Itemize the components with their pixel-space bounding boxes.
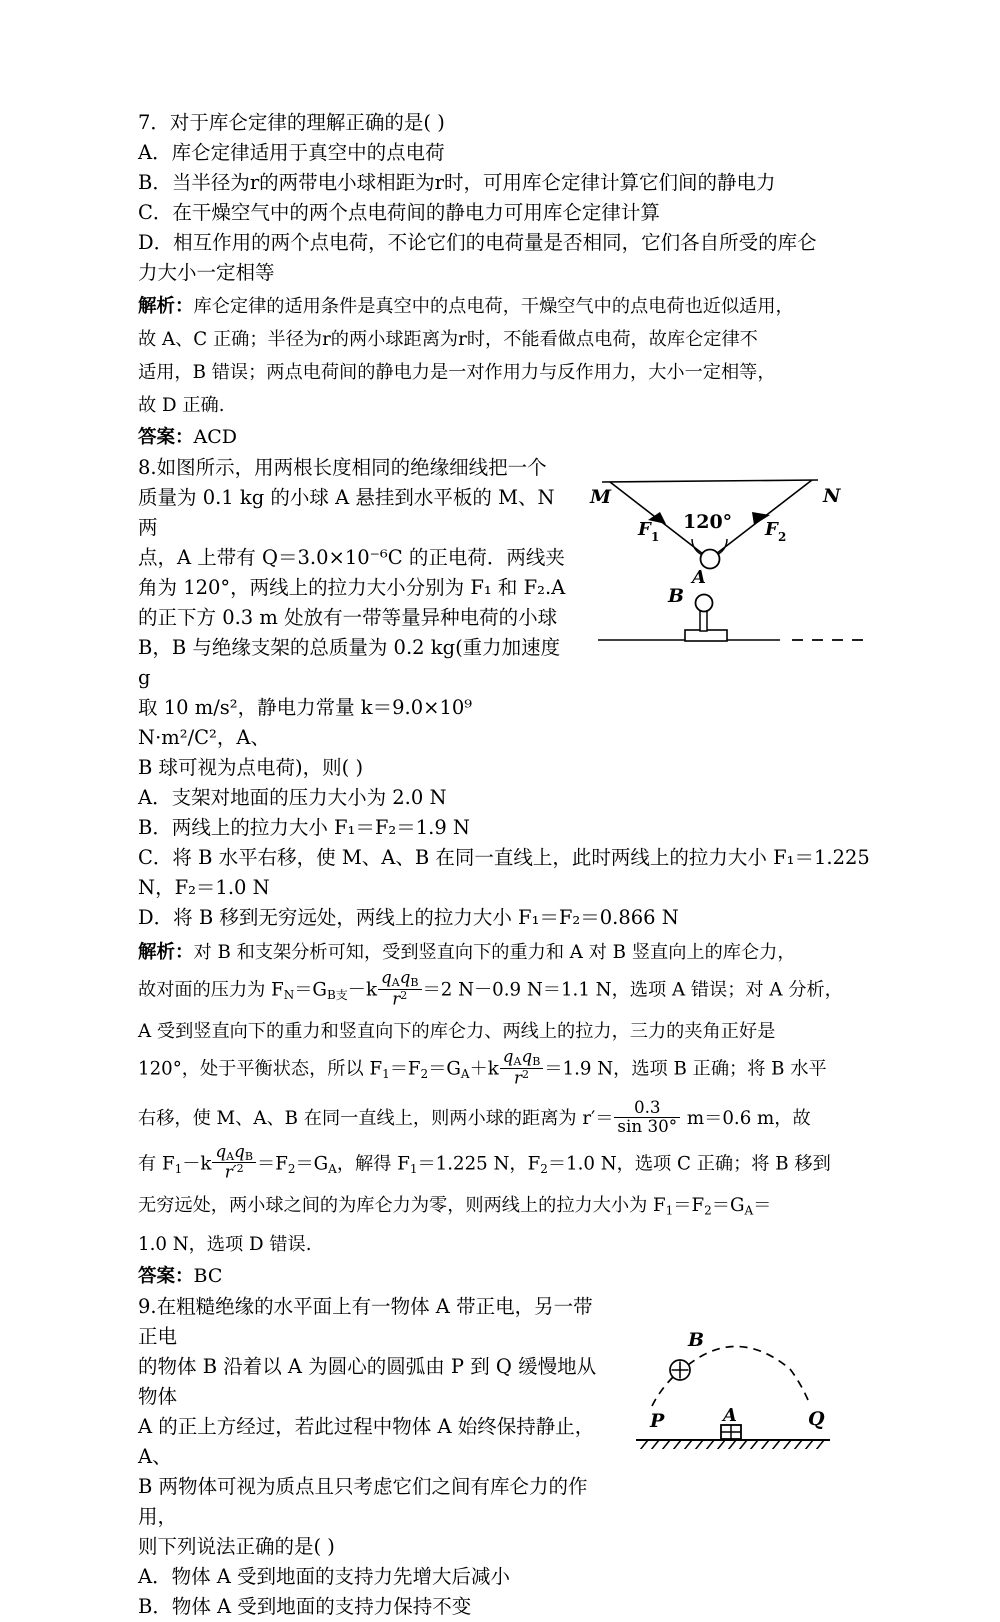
question-9: [138, 1292, 870, 1622]
q8-option-c: C．将 B 水平右移，使 M、A、B 在同一直线上，此时两线上的拉力大小 F₁＝1.225: [138, 846, 870, 869]
q8-answer: [138, 1261, 870, 1292]
q8-solution-text-1: 对 B 和支架分析可知，受到竖直向下的重力和 A 对 B 竖直向上的库仑力，: [193, 942, 796, 963]
q8-sol4-c: ＝F: [389, 1058, 421, 1080]
q8-sol6-e: 2: [287, 1161, 296, 1176]
q8-sol4-g: ＋k: [469, 1058, 499, 1080]
q8-sol4-a: 120°，处于平衡状态，所以 F: [138, 1058, 383, 1080]
q8-sol6-c: －k: [182, 1152, 212, 1174]
q8-sol6-f: ＝G: [295, 1152, 329, 1174]
q8-sol6-l: ＝1.0 N，选项 C 正确；将 B 移到: [547, 1152, 831, 1174]
q8-sol2-b: N: [283, 987, 295, 1002]
svg-text:1: 1: [651, 530, 660, 544]
q8-sol6-h: ，解得 F: [336, 1152, 410, 1174]
q8-sol6-i: 1: [409, 1161, 418, 1176]
q7-solution-line-3: 适用，B 错误；两点电荷间的静电力是一对作用力与反作用力，大小一定相等，: [138, 362, 776, 383]
q8-sol7-a: 无穷远处，两小球之间的为库仑力为零，则两线上的拉力大小为 F: [138, 1195, 666, 1217]
q8-solution-line-5: [138, 1095, 870, 1143]
q8-sol5-b: m＝0.6 m，故: [681, 1107, 811, 1129]
q9-option-b: B．物体 A 受到地面的支持力保持不变: [138, 1594, 472, 1618]
svg-text:F: F: [638, 519, 651, 540]
q8-option-c-cont: N，F₂＝1.0 N: [138, 876, 270, 899]
q8-frac3-subb: B: [244, 1149, 253, 1163]
q8-solution: [138, 936, 870, 1261]
svg-text:F: F: [765, 519, 778, 540]
q8-sol7-f: A: [744, 1203, 754, 1218]
q8-stem: [138, 453, 570, 783]
q8-frac3-r: r′: [224, 1161, 237, 1182]
q8-frac3-suba: A: [226, 1149, 235, 1163]
q8-frac1b-exp: 2: [522, 1067, 530, 1081]
q7-solution-line-1: 库仑定律的适用条件是真空中的点电荷，干燥空气中的点电荷也近似适用，: [193, 296, 794, 317]
q9-stem-line-5: 则下列说法正确的是( ): [138, 1534, 335, 1558]
q8-frac1b-subb: B: [532, 1054, 541, 1068]
q9-figure: [630, 1294, 858, 1449]
q8-sol6-d: ＝F: [257, 1152, 288, 1174]
q8-sol6-j: ＝1.225 N，F: [417, 1152, 541, 1174]
q8-stem-line-7: 取 10 m/s²，静电力常量 k＝9.0×10⁹ N·m²/C²，A、: [138, 696, 473, 749]
q8-option-b: B．两线上的拉力大小 F₁＝F₂＝1.9 N: [138, 816, 470, 839]
q8-sol2-e: －k: [347, 979, 377, 1001]
q9-stem-line-1: 9.在粗糙绝缘的水平面上有一物体 A 带正电，另一带正电: [138, 1294, 593, 1348]
q8-sol6-b: 1: [174, 1161, 183, 1176]
q8-solution-line-1: [138, 936, 870, 969]
q8-frac1b-suba: A: [513, 1054, 522, 1068]
q8-frac1b-num: [500, 1045, 544, 1068]
q8-frac1b-qa: q: [502, 1045, 514, 1066]
q8-frac3-qb: q: [234, 1140, 245, 1161]
q8-figure-svg: [580, 455, 872, 660]
q8-frac1b-r: r: [514, 1066, 523, 1087]
q7-answer: [138, 422, 870, 453]
q8-fraction-1b: [500, 1045, 544, 1087]
q8-solution-line-6: [138, 1140, 870, 1190]
q8-sol6-a: 有 F: [138, 1152, 175, 1174]
svg-text:120°: 120°: [683, 511, 733, 533]
q8-stem-line-8: B 球可视为点电荷)，则( ): [138, 756, 364, 779]
q7-solution-line-4: 故 D 正确.: [138, 395, 225, 416]
question-7: [138, 108, 870, 453]
svg-text:2: 2: [778, 530, 787, 544]
page-content: [138, 108, 870, 1622]
q8-option-a: A．支架对地面的压力大小为 2.0 N: [138, 786, 447, 809]
q8-sol7-b: 1: [665, 1203, 674, 1218]
q7-solution-line-2: 故 A、C 正确；半径为r的两小球距离为r时，不能看做点电荷，故库仑定律不: [138, 329, 758, 350]
q7-stem: 7．对于库仑定律的理解正确的是( ): [138, 111, 445, 134]
q7-solution-label: 解析：: [138, 296, 194, 317]
q8-frac3-exp: 2: [236, 1162, 244, 1176]
q7-answer-value: ACD: [193, 426, 238, 448]
q7-option-d-cont: 力大小一定相等: [138, 261, 275, 284]
q8-frac1-num: [378, 969, 422, 989]
q8-solution-label: 解析：: [138, 942, 194, 963]
q8-stem-line-4: 角为 120°，两线上的拉力大小分别为 F₁ 和 F₂.A: [138, 576, 566, 599]
q8-stem-line-5: 的正下方 0.3 m 处放有一带等量异种电荷的小球: [138, 606, 558, 629]
q9-options: [138, 1562, 870, 1622]
q7-answer-label: 答案：: [138, 427, 194, 448]
q9-stem-line-3: A 的正上方经过，若此过程中物体 A 始终保持静止，A、: [138, 1414, 595, 1468]
q9-stem-line-2: 的物体 B 沿着以 A 为圆心的圆弧由 P 到 Q 缓慢地从物体: [138, 1354, 597, 1408]
q8-fraction-3: [212, 1140, 256, 1182]
q8-stem-line-1: 8.如图所示，用两根长度相同的绝缘细线把一个: [138, 456, 547, 479]
q8-stem-line-3: 点，A 上带有 Q＝3.0×10⁻⁶C 的正电荷．两线夹: [138, 546, 565, 569]
q8-stem-line-6: B，B 与绝缘支架的总质量为 0.2 kg(重力加速度 g: [138, 636, 561, 689]
svg-text:M: M: [590, 486, 612, 508]
q8-answer-value: BC: [193, 1264, 223, 1287]
q8-answer-label: 答案：: [138, 1265, 194, 1287]
q8-sol7-c: ＝F: [673, 1195, 705, 1217]
q8-fraction-2: [614, 1099, 680, 1136]
q8-stem-line-2: 质量为 0.1 kg 的小球 A 悬挂到水平板的 M、N 两: [138, 486, 555, 539]
svg-text:A: A: [723, 1404, 737, 1426]
q8-sol4-h: ＝1.9 N，选项 B 正确；将 B 水平: [544, 1058, 827, 1080]
q8-sol7-d: 2: [704, 1203, 712, 1218]
q7-option-d: D．相互作用的两个点电荷，不论它们的电荷量是否相同，它们各自所受的库仑: [138, 231, 817, 254]
q8-fraction-1: [378, 969, 422, 1008]
svg-text:Q: Q: [808, 1407, 825, 1430]
q8-frac2-den: sin 30°: [614, 1117, 680, 1136]
svg-text:P: P: [650, 1409, 665, 1432]
q8-figure: [580, 455, 872, 660]
q9-stem-line-4: B 两物体可视为质点且只考虑它们之间有库仑力的作用，: [138, 1474, 588, 1528]
q8-sol6-g: A: [328, 1161, 337, 1176]
q9-stem: [138, 1292, 608, 1562]
q9-option-a: A．物体 A 受到地面的支持力先增大后减小: [138, 1564, 511, 1588]
q8-sol2-a: 故对面的压力为 F: [138, 979, 284, 1001]
q8-solution-line-2: [138, 969, 870, 1015]
q8-options: [138, 783, 870, 933]
q8-sol4-e: ＝G: [428, 1058, 461, 1080]
q9-figure-svg: [630, 1294, 858, 1449]
q7-option-c: C．在干燥空气中的两个点电荷间的静电力可用库仑定律计算: [138, 201, 660, 224]
svg-text:N: N: [823, 485, 841, 507]
q8-frac1-r: r: [392, 988, 401, 1009]
q8-sol4-f: A: [460, 1066, 470, 1081]
q8-sol5-a: 右移，使 M、A、B 在同一直线上，则两小球的距离为 r′＝: [138, 1107, 614, 1129]
q8-sol7-e: ＝G: [711, 1195, 745, 1217]
q8-sol7-g: ＝: [753, 1195, 772, 1217]
q8-sol6-k: 2: [540, 1161, 548, 1176]
q8-frac1b-qb: q: [521, 1045, 533, 1066]
q8-sol2-d: B支: [326, 987, 348, 1002]
q8-sol4-b: 1: [382, 1066, 390, 1081]
q8-frac1b-den: [500, 1068, 544, 1087]
q8-frac1-qa: q: [380, 967, 392, 987]
q8-frac1-den: [378, 989, 422, 1008]
q8-frac3-num: [212, 1140, 256, 1163]
q8-frac1-subb: B: [410, 976, 419, 990]
q8-frac1-qb: q: [399, 967, 411, 987]
q8-frac2-num: 0.3: [633, 1097, 661, 1118]
q8-frac1-exp: 2: [400, 988, 408, 1002]
svg-text:B: B: [688, 1328, 705, 1351]
q7-solution: [138, 290, 870, 422]
q8-solution-line-4: [138, 1045, 870, 1095]
q8-solution-line-3: A 受到竖直向下的重力和竖直向下的库仑力、两线上的拉力，三力的夹角正好是: [138, 1020, 776, 1042]
q8-frac1-suba: A: [391, 976, 400, 990]
q8-sol2-f: ＝2 N－0.9 N＝1.1 N，选项 A 错误；对 A 分析，: [422, 979, 843, 1001]
svg-text:A: A: [692, 567, 706, 588]
q8-frac3-qa: q: [215, 1140, 227, 1161]
q7-option-a: A．库仑定律适用于真空中的点电荷: [138, 141, 445, 164]
q7-option-b: B．当半径为r的两带电小球相距为r时，可用库仑定律计算它们间的静电力: [138, 171, 776, 194]
svg-text:B: B: [668, 585, 685, 607]
question-8: [138, 453, 870, 1292]
q8-solution-line-7: [138, 1189, 870, 1227]
q8-frac3-den: [212, 1162, 256, 1181]
q8-sol4-d: 2: [420, 1066, 429, 1081]
q8-sol2-c: ＝G: [294, 979, 327, 1001]
q8-solution-line-8: 1.0 N，选项 D 错误.: [138, 1233, 312, 1255]
q8-option-d: D．将 B 移到无穷远处，两线上的拉力大小 F₁＝F₂＝0.866 N: [138, 906, 679, 929]
